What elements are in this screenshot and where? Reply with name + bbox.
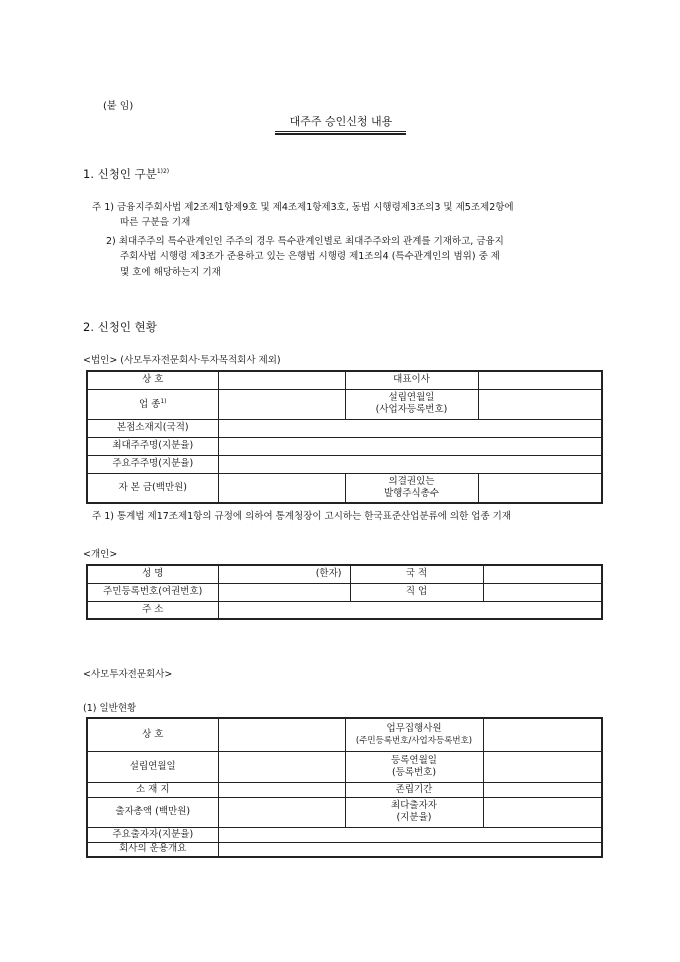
corp-established-value[interactable] (478, 389, 602, 419)
note-2-line1: 2) 최대주주의 특수관계인인 주주의 경우 특수관계인별로 최대주주와의 관계를 기재하고, 금융지 (106, 236, 504, 247)
corp-hq-label: 본점소재지(국적) (87, 419, 218, 437)
section2-heading: 2. 신청인 현황 (83, 320, 157, 334)
note-2-line2: 주회사법 시행령 제3조가 준용하고 있는 은행법 시행령 제1조의4 (특수관계인의 범위) 중 제 (120, 251, 500, 262)
pef-registered-label: 등록연월일 (등록번호) (345, 751, 483, 782)
corp-capital-label: 자 본 금(백만원) (87, 473, 218, 503)
pef-gp-label: 업무집행사원 (주민등록번호/사업자등록번호) (345, 718, 483, 751)
corp-rep-label: 대표이사 (345, 371, 478, 389)
attachment-label: (붙 임) (103, 101, 134, 112)
table-row (87, 419, 602, 437)
table-row (87, 473, 602, 503)
pef-major-investor-value[interactable] (218, 827, 602, 842)
pef-subheading: (1) 일반현황 (83, 703, 137, 714)
corp-major-value[interactable] (218, 455, 602, 473)
corp-hq-value[interactable] (218, 419, 602, 437)
corp-voting-label: 의결권있는 발행주식총수 (345, 473, 478, 503)
indiv-address-label: 주 소 (87, 601, 218, 619)
title-underline (275, 131, 406, 132)
table-row (87, 827, 602, 842)
pef-registered-value[interactable] (483, 751, 602, 782)
corp-name-label: 상 호 (87, 371, 218, 389)
pef-table (86, 717, 603, 858)
table-row (87, 718, 602, 751)
pef-gp-value[interactable] (483, 718, 602, 751)
corp-footnote: 주 1) 통계법 제17조제1항의 규정에 의하여 통계청장이 고시하는 한국표준산업분류에 의한 업종 기재 (92, 511, 512, 522)
corp-major-label: 주요주주명(지분율) (87, 455, 218, 473)
pef-major-investor-label: 주요출자자(지분율) (87, 827, 218, 842)
pef-duration-value[interactable] (483, 782, 602, 797)
title-underline-thick (275, 133, 406, 135)
note-1-line2: 따른 구분을 기재 (120, 217, 191, 228)
corp-industry-label: 업 종$^{1)}$ (87, 389, 218, 419)
pef-largest-value[interactable] (483, 797, 602, 827)
corp-largest-label: 최대주주명(지분율) (87, 437, 218, 455)
pef-location-value[interactable] (218, 782, 345, 797)
note-2-line3: 몇 호에 해당하는지 기재 (120, 267, 221, 278)
corp-table (86, 370, 603, 504)
table-row (87, 782, 602, 797)
table-row (87, 455, 602, 473)
table-row (87, 565, 602, 583)
pef-location-label: 소 재 지 (87, 782, 218, 797)
table-row (87, 601, 602, 619)
pef-established-value[interactable] (218, 751, 345, 782)
corp-industry-value[interactable] (218, 389, 345, 419)
document-title: 대주주 승인신청 내용 (289, 115, 393, 128)
indiv-name-label: 성 명 (87, 565, 218, 583)
indiv-resident-label: 주민등록번호(여권번호) (87, 583, 218, 601)
indiv-job-label: 직 업 (350, 583, 483, 601)
table-row (87, 389, 602, 419)
pef-name-label: 상 호 (87, 718, 218, 751)
pef-total-invest-label: 출자총액 (백만원) (87, 797, 218, 827)
pef-operation-label: 회사의 운용개요 (87, 842, 218, 857)
indiv-nationality-label: 국 적 (350, 565, 483, 583)
pef-name-value[interactable] (218, 718, 345, 751)
indiv-caption: <개인> (83, 549, 118, 560)
corp-name-value[interactable] (218, 371, 345, 389)
table-row (87, 583, 602, 601)
pef-operation-value[interactable] (218, 842, 602, 857)
indiv-address-value[interactable] (218, 601, 602, 619)
pef-largest-label: 최다출자자 (지분율) (345, 797, 483, 827)
corp-capital-value[interactable] (218, 473, 345, 503)
note-1-line1: 주 1) 금융지주회사법 제2조제1항제9호 및 제4조제1항제3호, 동법 시행령제3조의3 및 제5조제2항에 (92, 202, 514, 213)
indiv-resident-value[interactable] (218, 583, 350, 601)
table-row (87, 842, 602, 857)
corp-rep-value[interactable] (478, 371, 602, 389)
table-row (87, 751, 602, 782)
section1-heading: 1. 신청인 구분$^{1)2)}$ (83, 167, 170, 181)
corp-caption: <법인> (사모투자전문회사·투자목적회사 제외) (83, 355, 281, 366)
pef-caption: <사모투자전문회사> (83, 669, 173, 680)
indiv-table (86, 564, 603, 620)
indiv-nationality-value[interactable] (483, 565, 602, 583)
table-row (87, 371, 602, 389)
pef-duration-label: 존립기간 (345, 782, 483, 797)
pef-total-invest-value[interactable] (218, 797, 345, 827)
corp-established-label: 설립연월일 (사업자등록번호) (345, 389, 478, 419)
table-row (87, 797, 602, 827)
table-row (87, 437, 602, 455)
corp-voting-value[interactable] (478, 473, 602, 503)
indiv-job-value[interactable] (483, 583, 602, 601)
pef-established-label: 설립연월일 (87, 751, 218, 782)
indiv-hanja-label[interactable]: (한자) (218, 565, 350, 583)
corp-largest-value[interactable] (218, 437, 602, 455)
